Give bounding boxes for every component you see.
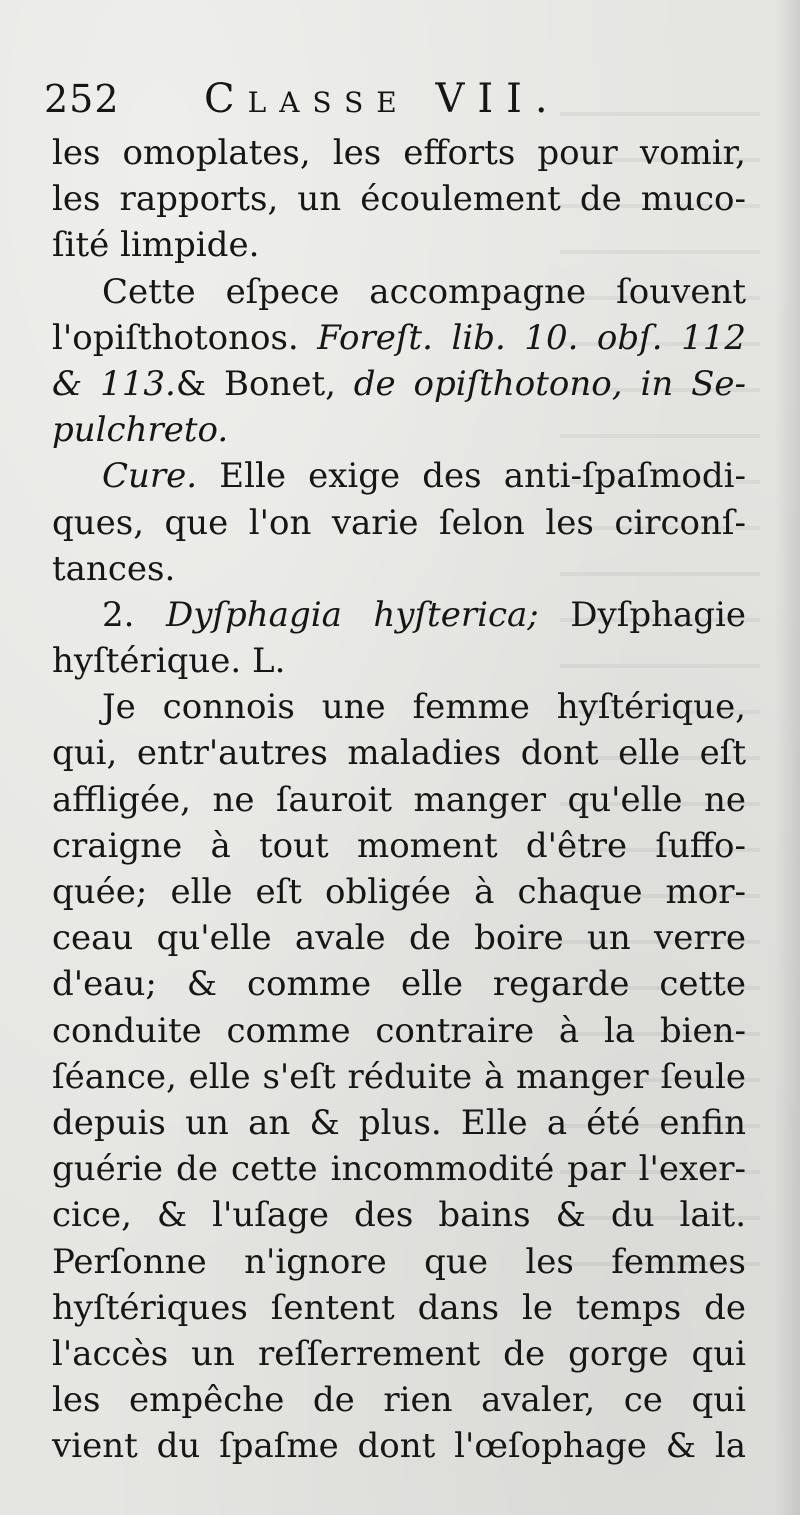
- citation-forest: Foreſt. lib. 10. obſ. 112: [317, 317, 747, 358]
- text-line: [52, 407, 746, 453]
- text-line: Cette eſpece accompagne ſouvent: [102, 271, 746, 312]
- text-line: guérie de cette incommodité par l'exer-: [52, 1149, 746, 1190]
- text-line: qui, entr'autres maladies dont elle eſt: [52, 733, 746, 774]
- text-line: ſéance, elle s'eſt réduite à manger ſeule: [52, 1056, 746, 1097]
- text-line: d'eau; & comme elle regarde cette: [52, 964, 746, 1005]
- text-line: ques, que l'on varie ſelon les circonſ-: [52, 502, 746, 543]
- text-line: hyſtérique. L.: [52, 641, 286, 682]
- page-edge-shadow: [774, 0, 800, 1515]
- text-line: Je connois une femme hyſtérique,: [102, 687, 746, 728]
- citation-bonet: de opiſthotono, in Se-: [353, 363, 746, 404]
- text-line: 2. Dyſphagia hyſterica; Dyſphagie: [102, 594, 747, 635]
- text-line: affligée, ne ſauroit manger qu'elle ne: [52, 779, 746, 820]
- running-head: Classe VII.: [204, 76, 561, 122]
- text-line: hyſtériques ſentent dans le temps de: [52, 1287, 746, 1328]
- text-line: ceau qu'elle avale de boire un verre: [52, 918, 746, 959]
- text-line: cice, & l'uſage des bains & du lait.: [52, 1195, 746, 1236]
- text-line: les empêche de rien avaler, ce qui: [52, 1380, 746, 1421]
- text-line: tances.: [52, 548, 176, 589]
- text-line: Perſonne n'ignore que les femmes: [52, 1241, 746, 1282]
- text-line: vient du ſpaſme dont l'œſophage & la: [52, 1426, 746, 1467]
- text-line: depuis un an & plus. Elle a été enfin: [52, 1102, 746, 1143]
- text-line: & 113.& Bonet, de opiſthotono, in Se-: [52, 363, 746, 404]
- page-number: 252: [44, 77, 120, 121]
- text-line: l'accès un reſſerrement de gorge qui: [52, 1333, 746, 1374]
- text-line: craigne à tout moment d'être ſuffo-: [52, 825, 746, 866]
- page-header: [44, 70, 764, 130]
- text-line: l'opiſthotonos. Foreſt. lib. 10. obſ. 112: [52, 317, 747, 358]
- text-line: ſité limpide.: [52, 225, 260, 266]
- citation-number: & 113.: [52, 363, 176, 404]
- citation-sepulchreto: pulchreto.: [52, 410, 229, 451]
- text-line: quée; elle eſt obligée à chaque mor-: [52, 872, 746, 912]
- species-latin-name: Dyſphagia hyſterica;: [165, 594, 539, 635]
- text-line: les rapports, un écoulement de muco-: [52, 179, 746, 220]
- text-line: Cure. Elle exige des anti-ſpaſmodi-: [102, 456, 747, 497]
- cure-label: Cure.: [102, 456, 198, 497]
- text-line: les omoplates, les efforts pour vomir,: [52, 133, 746, 173]
- body-text: [52, 130, 746, 1469]
- text-line: conduite comme contraire à la bien-: [52, 1010, 746, 1051]
